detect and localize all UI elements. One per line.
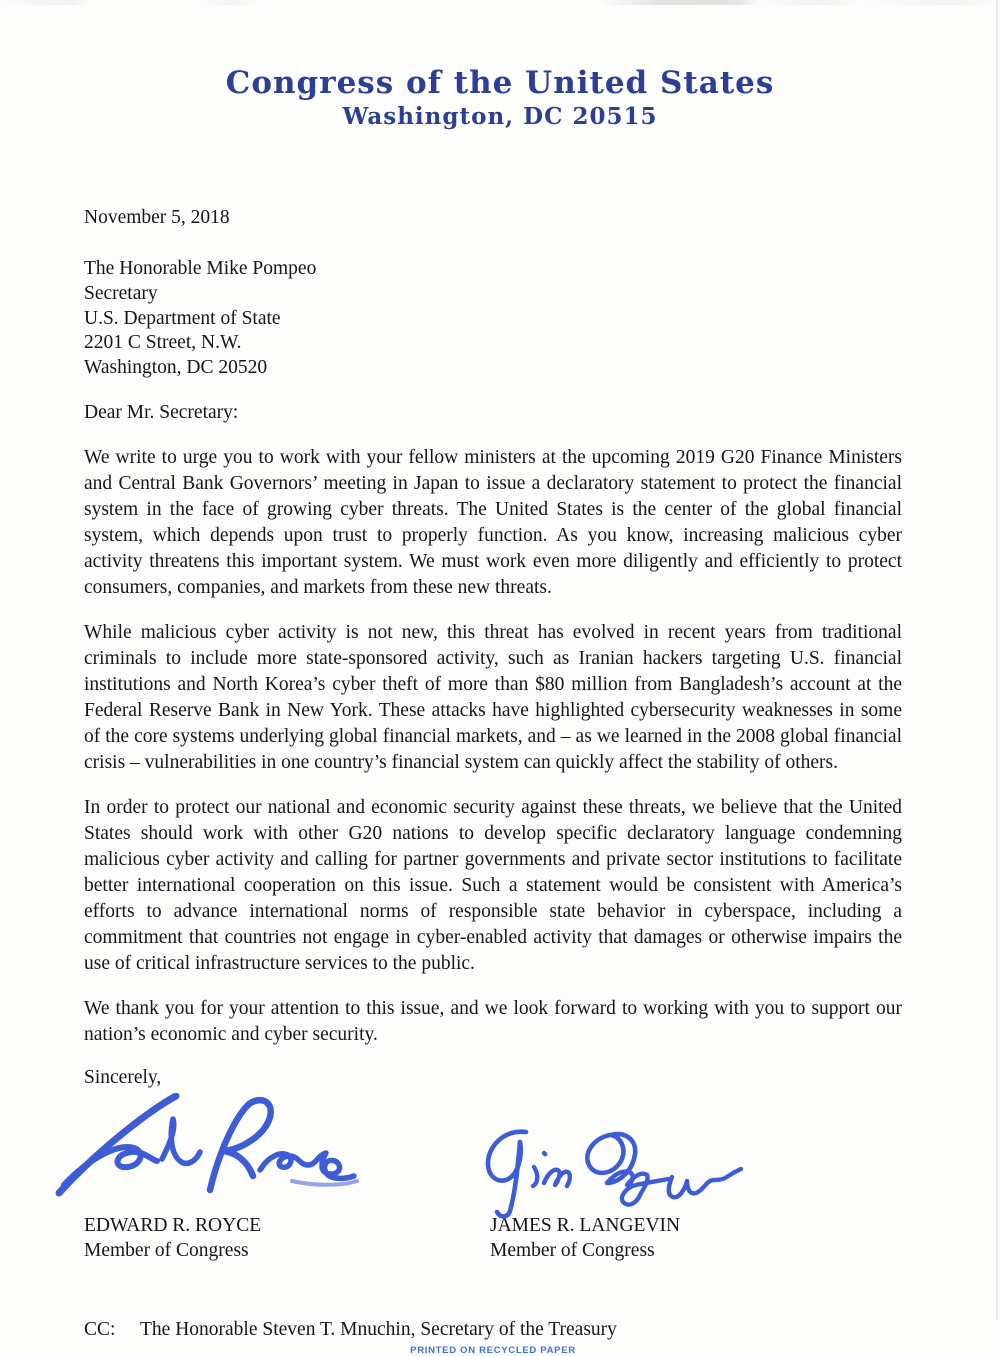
recycled-paper-note: PRINTED ON RECYCLED PAPER (410, 1344, 576, 1356)
scan-artifact-top (0, 0, 1000, 5)
recipient-address-block (84, 257, 902, 381)
signature-row (84, 1091, 902, 1213)
cc-label: CC: (84, 1318, 116, 1340)
royce-signature-icon (54, 1093, 360, 1201)
langevin-signature-icon (482, 1125, 744, 1221)
signer-royce (84, 1213, 490, 1263)
paragraph-4: We thank you for your attention to this issue, and we look forward to working with you to support our nation’s economic and cyber security. (84, 997, 902, 1045)
paragraph-1: We write to urge you to work with your fellow ministers at the upcoming 2019 G20 Finance Ministers and Central Bank Governors’ meeting in Japan to issue a declaratory statement to protect the financial system in the face of growing cyber threats. The United States is the center of the global financial system, which depends upon trust to properly function. As you know, increasing malicious cyber activity threatens this important system. We must work even more diligently and efficiently to protect consumers, companies, and markets from these new threats. (84, 446, 902, 598)
cc-text: The Honorable Steven T. Mnuchin, Secretary of the Treasury (140, 1318, 617, 1340)
recipient-line: U.S. Department of State (84, 307, 281, 329)
recipient-line: Secretary (84, 282, 158, 304)
letterhead-subtitle: Washington, DC 20515 (342, 103, 658, 130)
scan-artifact-right-edge (996, 0, 998, 1320)
paragraph-2: While malicious cyber activity is not new, this threat has evolved in recent years from traditional criminals to include more state-sponsored activity, such as Iranian hackers targeting U.S. financial institutions and North Korea’s cyber theft of more than $80 million from Bangladesh’s account at the Federal Reserve Bank in New York. These attacks have highlighted cybersecurity weaknesses in some of the core systems underlying global financial markets, and – as we learned in the 2008 global financial crisis – vulnerabilities in one country’s financial system can quickly affect the stability of others. (84, 621, 902, 773)
signer-title: Member of Congress (490, 1239, 655, 1261)
paragraph-3: In order to protect our national and economic security against these threats, we believe that the United States should work with other G20 nations to develop specific declaratory language condemning malicious cyber activity and calling for partner governments and private sector institutions to facilitate better international cooperation on this issue. Such a statement would be consistent with America’s efforts to advance international norms of responsible state behavior in cyberspace, including a commitment that countries not engage in cyber-enabled activity that damages or otherwise impairs the use of critical infrastructure services to the public. (84, 796, 902, 974)
closing-salutation: Sincerely, (84, 1066, 162, 1088)
signer-title: Member of Congress (84, 1239, 249, 1261)
signer-name: JAMES R. LANGEVIN (490, 1214, 681, 1236)
signer-name: EDWARD R. ROYCE (84, 1214, 262, 1236)
recipient-line: 2201 C Street, N.W. (84, 332, 242, 354)
recipient-line: The Honorable Mike Pompeo (84, 258, 317, 279)
letterhead-title: Congress of the United States (225, 65, 775, 101)
cc-row (84, 1317, 902, 1343)
date-line: November 5, 2018 (84, 207, 230, 228)
recipient-line: Washington, DC 20520 (84, 357, 268, 379)
letterhead (0, 0, 1000, 131)
salutation: Dear Mr. Secretary: (84, 401, 239, 423)
letter-body (0, 205, 1000, 1356)
